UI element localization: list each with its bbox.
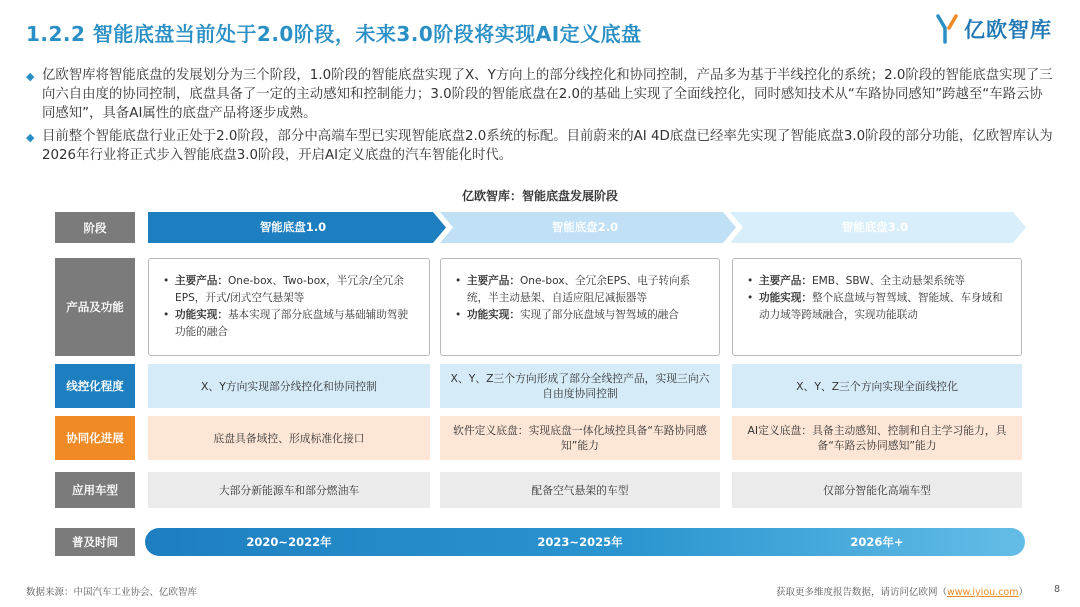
time-label-1: 2020~2022年 [246, 535, 332, 549]
row-label-coop: 协同化进展 [55, 416, 135, 460]
product-main-value: One-box、全冗余EPS、电子转向系统，半主动悬架、自适应阻尼减振器等 [467, 275, 691, 304]
bullet-text: 亿欧智库将智能底盘的发展划分为三个阶段，1.0阶段的智能底盘实现了X、Y方向上的部分线控化和协同控制，产品多为基于半线控化的系统；2.0阶段的智能底盘实现了三向六自由度的协同控制，底盘具备了一定的主动感知和控制能力；3.0阶段的智能底盘在2.0的基础上实现了全面线控化，同时感知技术从“车路协同感知”跨越至“车路云协同感知”，具备AI属性的底盘产品将逐步成熟。 [42, 68, 1053, 121]
coop-cell-2: 软件定义底盘：实现底盘一体化域控具备“车路协同感知”能力 [440, 416, 720, 460]
coop-cell-3: AI定义底盘：具备主动感知、控制和自主学习能力，具备“车路云协同感知”能力 [732, 416, 1022, 460]
product-func-key: 功能实现： [759, 292, 812, 304]
row-label-product: 产品及功能 [55, 258, 135, 356]
footer-more-suffix: ） [1018, 587, 1028, 598]
bullet-item [26, 127, 1056, 165]
product-func-value: 实现了部分底盘域与智驾域的融合 [519, 309, 679, 321]
diamond-icon: ◆ [26, 131, 35, 144]
product-main-value: One-box、Two-box，半冗余/全冗余EPS，开式/闭式空气悬架等 [175, 275, 404, 304]
time-label-3: 2026年+ [850, 535, 904, 549]
bullet-dot-icon: • [163, 275, 170, 287]
time-label-2: 2023~2025年 [537, 535, 623, 549]
model-cell-3: 仅部分智能化高端车型 [732, 472, 1022, 508]
bullet-dot-icon: • [455, 309, 462, 321]
product-main-key: 主要产品： [175, 275, 228, 287]
product-func-value: 整个底盘域与智驾域、智能域、车身域和动力域等跨域融合，实现功能联动 [759, 292, 1003, 321]
row-label-stage: 阶段 [55, 212, 135, 243]
row-label-time: 普及时间 [55, 528, 135, 556]
product-func-value: 基本实现了部分底盘域与基础辅助驾驶功能的融合 [175, 309, 409, 338]
bullet-dot-icon: • [747, 292, 754, 304]
product-main [747, 273, 1009, 290]
chart-title: 亿欧智库：智能底盘发展阶段 [461, 189, 618, 203]
diamond-icon: ◆ [26, 70, 35, 83]
bullet-text: 目前整个智能底盘行业正处于2.0阶段，部分中高端车型已实现智能底盘2.0系统的标配。目前蔚来的AI 4D底盘已经率先实现了智能底盘3.0阶段的部分功能，亿欧智库认为2026年行业将正式步入智能底盘3.0阶段，开启AI定义底盘的汽车智能化时代。 [42, 129, 1053, 163]
logo-text: 亿欧智库 [964, 18, 1052, 42]
bullet-dot-icon: • [163, 309, 170, 321]
product-box-2 [440, 258, 720, 356]
product-main-key: 主要产品： [467, 275, 520, 287]
product-main [163, 273, 417, 307]
product-box-1 [148, 258, 430, 356]
footer-link[interactable]: www.iyiou.com [946, 587, 1019, 598]
model-cell-2: 配备空气悬架的车型 [440, 472, 720, 508]
row-label-wire: 线控化程度 [55, 364, 135, 408]
footer-more [776, 584, 1028, 598]
product-func [747, 290, 1009, 324]
product-func-key: 功能实现： [175, 309, 228, 321]
coop-cell-1: 底盘具备域控、形成标准化接口 [148, 416, 430, 460]
logo-icon [936, 14, 958, 44]
bullet-item [26, 66, 1056, 123]
wire-cell-3: X、Y、Z三个方向实现全面线控化 [732, 364, 1022, 408]
product-box-3 [732, 258, 1022, 356]
product-func [455, 307, 707, 324]
row-label-model: 应用车型 [55, 472, 135, 508]
product-func [163, 307, 417, 341]
stage-3-label: 智能底盘3.0 [841, 220, 909, 234]
product-func-key: 功能实现： [467, 309, 520, 321]
footer-more-prefix: 获取更多维度报告数据，请访问亿欧网（ [775, 587, 947, 598]
page-title: 1.2.2 智能底盘当前处于2.0阶段，未来3.0阶段将实现AI定义底盘 [26, 22, 642, 46]
product-main-value: EMB、SBW、全主动悬架系统等 [811, 275, 966, 287]
brand-logo [936, 14, 1052, 44]
stage-2-label: 智能底盘2.0 [551, 220, 619, 234]
bullet-dot-icon: • [455, 275, 462, 287]
model-cell-1: 大部分新能源车和部分燃油车 [148, 472, 430, 508]
product-main-key: 主要产品： [759, 275, 812, 287]
wire-cell-2: X、Y、Z三个方向形成了部分全线控产品，实现三向六自由度协同控制 [440, 364, 720, 408]
product-main [455, 273, 707, 307]
page-number: 8 [1053, 584, 1060, 595]
bullet-dot-icon: • [747, 275, 754, 287]
intro-bullets [26, 66, 1056, 169]
data-source: 数据来源：中国汽车工业协会、亿欧智库 [26, 587, 198, 598]
stage-1-label: 智能底盘1.0 [259, 220, 327, 234]
wire-cell-1: X、Y方向实现部分线控化和协同控制 [148, 364, 430, 408]
